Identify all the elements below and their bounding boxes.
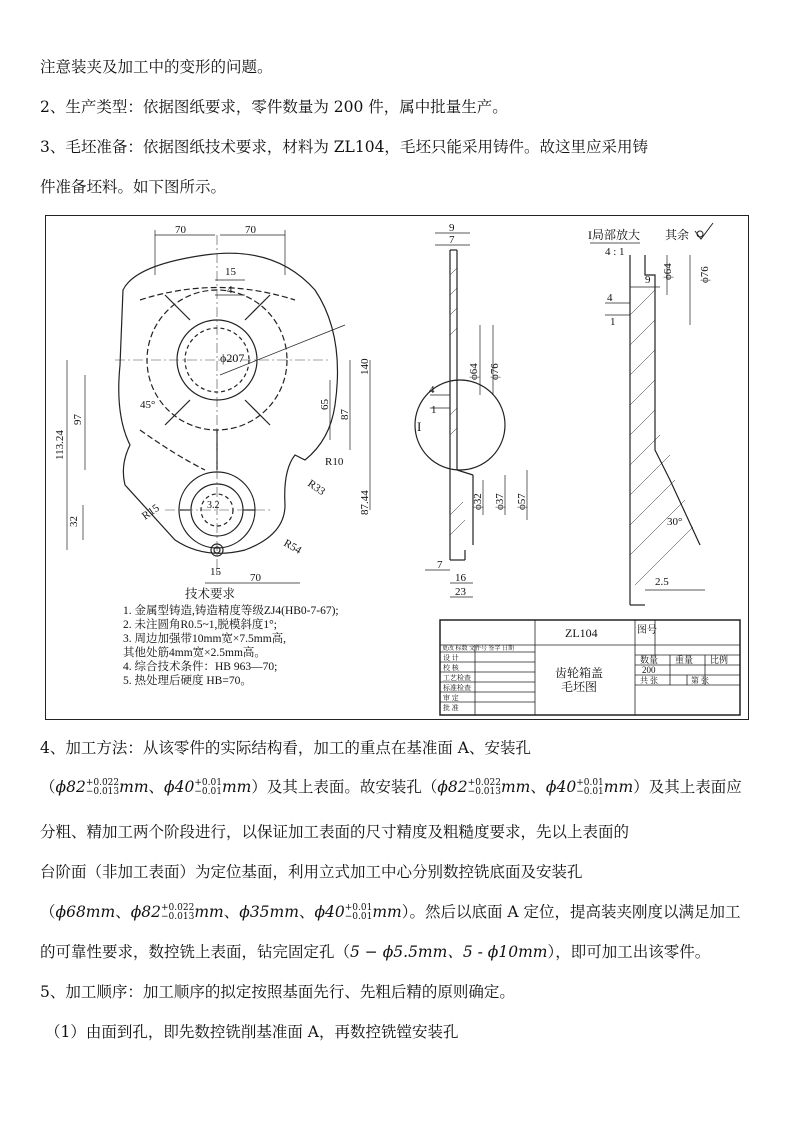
paragraph-tolerance-line: （ϕ68mm、ϕ82 +0.022 −0.013 mm、ϕ35mm、ϕ40 +0.01 −0.01 mm）。然后以底面 A 定位，提高装夹刚度以满足加工 [40, 903, 741, 922]
dim-label: 70 [250, 572, 261, 584]
dim-label: 113.24 [54, 430, 66, 460]
dim-label: ϕ64 [468, 363, 480, 380]
qty-label: 数量 [640, 655, 659, 665]
dim-label: 87 [339, 409, 351, 420]
dim-label: 15 [210, 566, 221, 578]
dim-label: ϕ76 [489, 363, 501, 380]
dim-phi35: ϕ35mm [239, 903, 299, 921]
dim-label: R10 [325, 456, 344, 468]
dim-label: ϕ207 [220, 351, 245, 365]
role-label: 批 准 [443, 704, 459, 712]
dim-label: I [417, 419, 422, 434]
paragraph-text: 5、加工顺序：加工顺序的拟定按照基面先行、先粗后精的原则确定。 [40, 983, 515, 1001]
tech-note: 2. 未注圆角R0.5~1,脱模斜度1°; [123, 619, 277, 631]
paragraph-text: 台阶面（非加工表面）为定位基面，利用立式加工中心分别数控铣底面及安装孔 [40, 863, 583, 881]
paragraph-tolerance-line: （ϕ82 +0.022 −0.013 mm、ϕ40 +0.01 −0.01 mm）及其上表面。故安装孔（ϕ82 +0.022 −0.013 mm、ϕ40 +0.01 −0.01 mm）及其上表面应 [40, 778, 742, 797]
rev-header: 更改 标数 文件号 签字 日期 [442, 646, 515, 652]
weight-label: 重量 [675, 655, 694, 665]
hole-spec: 5 − ϕ5.5mm、5 - ϕ10mm [350, 943, 548, 961]
paragraph-text: 4、加工方法：从该零件的实际结构看，加工的重点在基准面 A、安装孔 [40, 739, 531, 757]
paragraph-text: 注意装夹及加工中的变形的问题。 [40, 58, 273, 76]
dim-label: 4 [227, 284, 233, 296]
dim-label: R33 [305, 477, 328, 498]
dim-label: 7 [449, 234, 455, 246]
dim-label: R54 [281, 537, 304, 557]
dim-phi68: ϕ68mm [55, 903, 116, 921]
tech-note: 1. 金属型铸造,铸造精度等级ZJ4(HB0-7-67); [123, 605, 339, 617]
paragraph-text: 2、生产类型：依据图纸要求，零件数量为 200 件，属中批量生产。 [40, 98, 508, 116]
drawing-no-label: 图号 [637, 625, 657, 636]
dim-label: R15 [139, 502, 162, 523]
open-paren: （ [40, 778, 56, 796]
dim-label: 30° [667, 516, 683, 528]
detail-title: I局部放大 [588, 228, 640, 242]
tech-note: 5. 热处理后硬度 HB=70。 [123, 675, 252, 687]
paragraph-text: （1）由面到孔，即先数控铣削基准面 A，再数控铣镗安装孔 [45, 1023, 459, 1041]
part-subname: 毛坯图 [561, 680, 598, 694]
dim-label: 4 [429, 384, 435, 396]
other-finish-label: 其余 [665, 228, 690, 242]
dim-label: 45° [140, 399, 156, 411]
tech-note: 4. 综合技术条件：HB 963—70; [123, 661, 278, 673]
tolerance-phi40: ϕ40 +0.01 −0.01 mm [164, 778, 252, 797]
detail-scale: 4 : 1 [605, 246, 625, 258]
role-label: 审 定 [443, 694, 459, 702]
dim-label: 9 [449, 222, 455, 234]
casting-blank-drawing [45, 215, 749, 720]
role-label: 工艺检查 [443, 674, 471, 682]
tolerance-phi40: ϕ40 +0.01 −0.01 mm [314, 903, 402, 922]
dim-label: ϕ32 [472, 493, 484, 510]
dim-label: 87.44 [359, 490, 371, 515]
paragraph-text: 件准备坯料。如下图所示。 [40, 178, 227, 196]
tech-title: 技术要求 [185, 587, 236, 601]
sheets-label: 共 张 [640, 676, 658, 685]
tech-note: 3. 周边加强带10mm宽×7.5mm高, [123, 633, 287, 645]
dim-label: 1 [610, 316, 616, 328]
dim-label: 7 [437, 559, 443, 571]
dim-label: ϕ64 [662, 263, 674, 280]
dim-label: 32 [68, 516, 80, 527]
dim-label: 140 [359, 358, 371, 375]
tolerance-phi40: ϕ40 +0.01 −0.01 mm [545, 778, 634, 797]
dim-label: ϕ76 [699, 266, 711, 283]
dim-label: 2.5 [655, 576, 669, 588]
paragraph-text: 3、毛坯准备：依据图纸技术要求，材料为 ZL104，毛坯只能采用铸件。故这里应采用铸 [40, 138, 648, 156]
role-label: 设 计 [443, 654, 459, 662]
role-label: 校 核 [443, 664, 459, 672]
scale-label: 比例 [710, 655, 729, 665]
tolerance-phi82: ϕ82 +0.022 −0.013 mm [437, 778, 531, 797]
dim-label: 3.2 [207, 500, 220, 511]
dim-label: ϕ57 [516, 493, 528, 510]
tolerance-phi82: ϕ82 +0.022 −0.013 mm [55, 778, 149, 797]
dim-label: 70 [245, 224, 256, 236]
tech-note: 其他处筋4mm宽×2.5mm高。 [123, 647, 266, 659]
dim-label: 16 [455, 572, 466, 584]
dim-label: 9 [645, 274, 651, 286]
paragraph-text: 分粗、精加工两个阶段进行，以保证加工表面的尺寸精度及粗糙度要求，先以上表面的 [40, 823, 630, 841]
dim-label: 65 [319, 399, 331, 410]
dim-label: 1 [431, 404, 437, 416]
dim-label: 15 [225, 266, 236, 278]
dim-label: ϕ37 [494, 493, 506, 510]
tolerance-phi82: ϕ82 +0.022 −0.013 mm [130, 903, 224, 922]
dim-label: 4 [607, 292, 613, 304]
part-name: 齿轮箱盖 [555, 666, 604, 680]
dim-label: 97 [72, 414, 84, 425]
qty-value: 200 [642, 665, 656, 675]
material-label: ZL104 [565, 626, 598, 640]
dim-label: 23 [455, 586, 466, 598]
paragraph-text: 的可靠性要求，数控铣上表面，钻完固定孔（5 − ϕ5.5mm、5 - ϕ10mm），即可加工出该零件。 [40, 943, 711, 961]
dim-label: 70 [175, 224, 186, 236]
role-label: 标准检查 [443, 684, 471, 692]
sheet-no-label: 第 张 [691, 676, 709, 685]
